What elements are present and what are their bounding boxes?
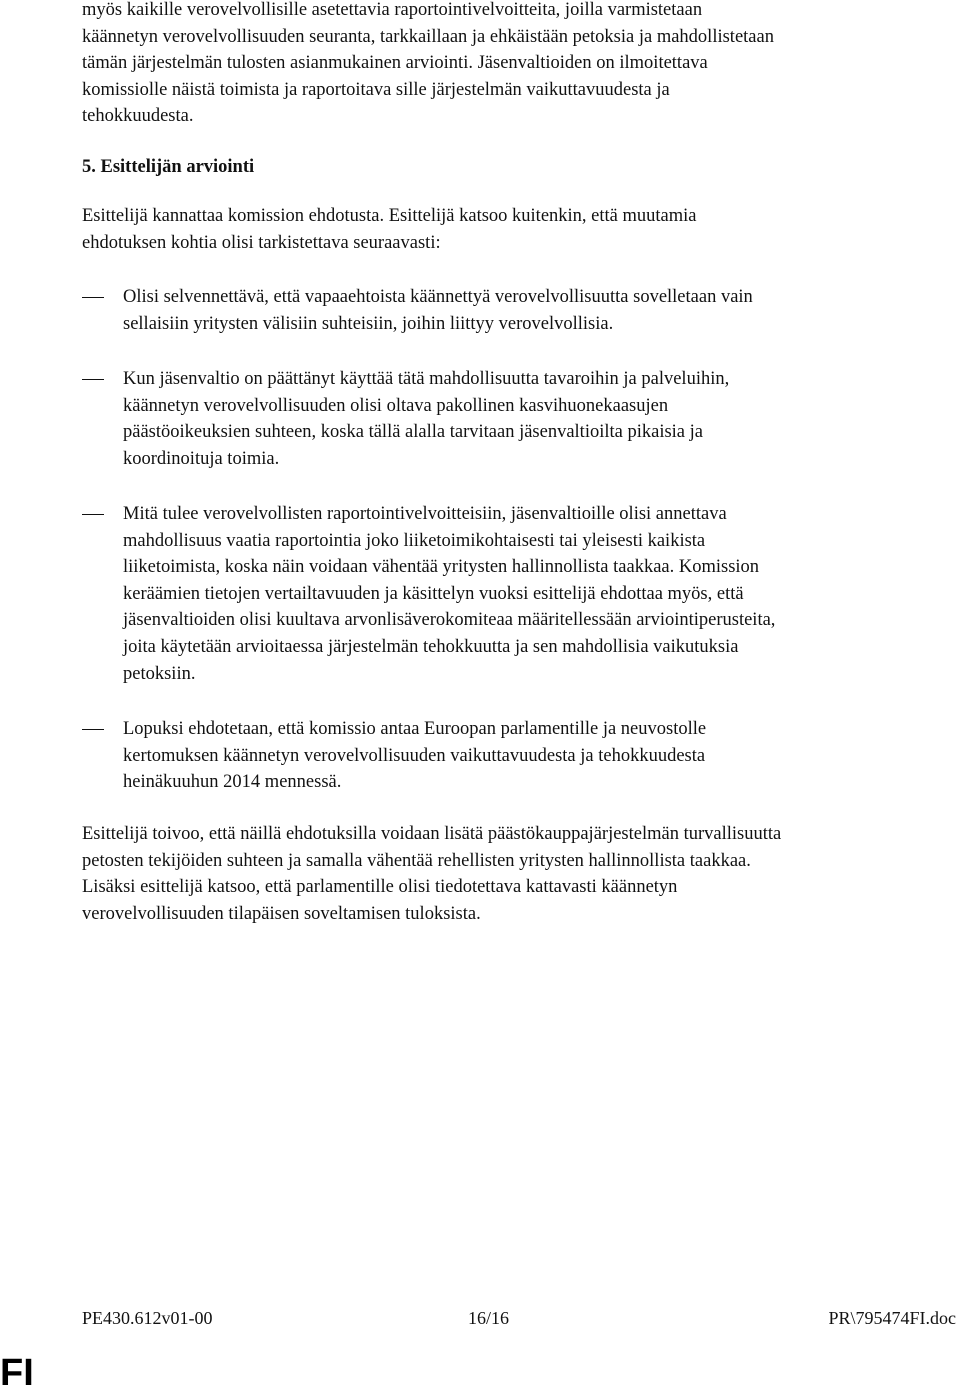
- text-line: myös kaikille verovelvollisille asetettavia raportointivelvoitteita, joilla varmistetaan: [82, 0, 703, 20]
- language-code: FI: [0, 1352, 34, 1394]
- list-item: [123, 501, 958, 687]
- text-line: tehokkuudesta.: [82, 106, 194, 127]
- text-line: heinäkuuhun 2014 mennessä.: [123, 772, 342, 793]
- closing-paragraph: [82, 821, 958, 927]
- dash-bullet: [82, 379, 104, 380]
- footer-page-number: 16/16: [468, 1308, 510, 1328]
- text-line: Lisäksi esittelijä katsoo, että parlamentille olisi tiedotettava kattavasti käännetyn: [82, 877, 678, 898]
- text-line: Olisi selvennettävä, että vapaaehtoista käännettyä verovelvollisuutta sovelletaan vain: [123, 287, 753, 307]
- text-line: liiketoimista, koska näin voidaan vähentää yritysten hallinnollista taakkaa. Komission: [123, 557, 760, 578]
- list-item: [123, 284, 958, 337]
- list-item: [123, 366, 958, 472]
- dash-bullet: [82, 729, 104, 730]
- text-line: keräämien tietojen vertailtavuuden ja käsittelyn vuoksi esittelijä ehdottaa myös, että: [123, 583, 744, 604]
- text-line: sellaisiin yritysten välisiin suhteisiin, joihin liittyy verovelvollisia.: [123, 313, 614, 334]
- text-line: joita käytetään arvioitaessa järjestelmän tehokkuutta ja sen mahdollisia vaikutuksia: [123, 636, 739, 657]
- section-heading: 5. Esittelijän arviointi: [82, 157, 255, 177]
- text-line: Esittelijä kannattaa komission ehdotusta. Esittelijä katsoo kuitenkin, että muutamia: [82, 206, 697, 226]
- text-line: verovelvollisuuden tilapäisen soveltamisen tuloksista.: [82, 903, 481, 924]
- text-line: Esittelijä toivoo, että näillä ehdotuksilla voidaan lisätä päästökauppajärjestelmän turvallisuutta: [82, 824, 782, 844]
- text-line: Mitä tulee verovelvollisten raportointivelvoitteisiin, jäsenvaltioille olisi annettava: [123, 504, 727, 524]
- text-line: päästöoikeuksien suhteen, koska tällä alalla tarvitaan jäsenvaltioilta pikaisia ja: [123, 422, 703, 443]
- text-line: Lopuksi ehdotetaan, että komissio antaa Euroopan parlamentille ja neuvostolle: [123, 719, 707, 739]
- footer-file-ref: PR\795474FI.doc: [828, 1308, 956, 1328]
- text-line: kertomuksen käännetyn verovelvollisuuden vaikuttavuudesta ja tehokkuudesta: [123, 745, 706, 766]
- text-line: ehdotuksen kohtia olisi tarkistettava seuraavasti:: [82, 232, 441, 253]
- text-line: petoksiin.: [123, 663, 196, 684]
- intro-paragraph: [82, 0, 958, 130]
- dash-bullet: [82, 514, 104, 515]
- text-line: käännetyn verovelvollisuuden seuranta, tarkkaillaan ja ehkäistään petoksia ja mahdollistetaan: [82, 26, 774, 47]
- text-line: tämän järjestelmän tulosten asianmukainen arviointi. Jäsenvaltioiden on ilmoitettava: [82, 53, 708, 74]
- text-line: koordinoituja toimia.: [123, 448, 280, 469]
- text-line: komissiolle näistä toimista ja raportoitava sille järjestelmän vaikuttavuudesta ja: [82, 79, 670, 100]
- lead-paragraph: [82, 203, 958, 256]
- text-line: jäsenvaltioiden olisi kuultava arvonlisäverokomiteaa määritellessään arviointiperusteita,: [123, 610, 776, 631]
- text-line: petosten tekijöiden suhteen ja samalla vähentää rehellisten yritysten hallinnollista taakkaa.: [82, 850, 751, 871]
- text-line: mahdollisuus vaatia raportointia joko liiketoimikohtaisesti tai yleisesti kaikista: [123, 530, 706, 551]
- text-line: Kun jäsenvaltio on päättänyt käyttää tätä mahdollisuutta tavaroihin ja palveluihin,: [123, 369, 730, 389]
- list-item: [123, 716, 958, 796]
- footer-doc-ref: PE430.612v01-00: [82, 1308, 213, 1328]
- dash-bullet: [82, 297, 104, 298]
- text-line: käännetyn verovelvollisuuden olisi oltava pakollinen kasvihuonekaasujen: [123, 395, 669, 416]
